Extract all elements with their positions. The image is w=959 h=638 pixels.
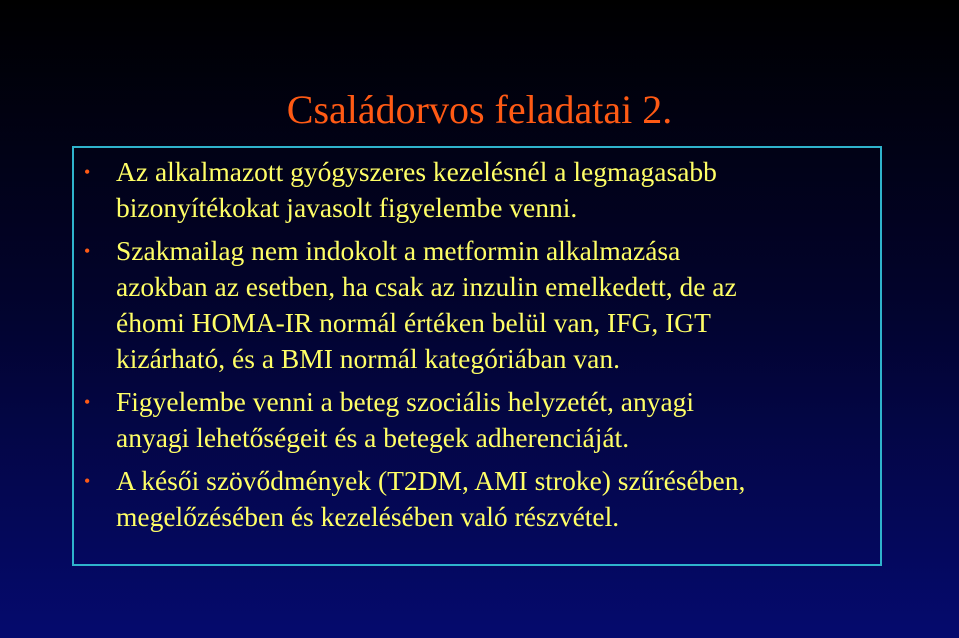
bullet-line: Szakmailag nem indokolt a metformin alkalmazása bbox=[116, 235, 681, 266]
bullet-line: éhomi HOMA-IR normál értéken belül van, IFG, IGT bbox=[116, 307, 711, 338]
bullet-icon: • bbox=[84, 241, 91, 261]
bullet-line: Figyelembe venni a beteg szociális helyzetét, anyagi bbox=[116, 386, 695, 417]
bullet-item bbox=[74, 154, 880, 226]
bullet-icon: • bbox=[84, 162, 91, 182]
bullet-item bbox=[74, 463, 880, 535]
bullet-item bbox=[74, 233, 880, 377]
bullet-icon: • bbox=[84, 471, 91, 491]
bullet-line: azokban az esetben, ha csak az inzulin emelkedett, de az bbox=[116, 271, 737, 302]
bullet-icon: • bbox=[84, 392, 91, 412]
bullet-item bbox=[74, 384, 880, 456]
bullet-line: bizonyítékokat javasolt figyelembe venni. bbox=[116, 192, 578, 223]
bullet-line: anyagi lehetőségeit és a betegek adherenciáját. bbox=[116, 422, 630, 453]
slide-title: Családorvos feladatai 2. bbox=[286, 87, 673, 132]
bullet-line: A késői szövődmények (T2DM, AMI stroke) szűrésében, bbox=[116, 465, 746, 496]
bullet-list bbox=[74, 154, 880, 542]
content-box bbox=[72, 146, 882, 566]
bullet-line: megelőzésében és kezelésében való részvétel. bbox=[116, 501, 620, 532]
bullet-line: kizárható, és a BMI normál kategóriában van. bbox=[116, 343, 620, 374]
bullet-line: Az alkalmazott gyógyszeres kezelésnél a legmagasabb bbox=[116, 156, 717, 187]
